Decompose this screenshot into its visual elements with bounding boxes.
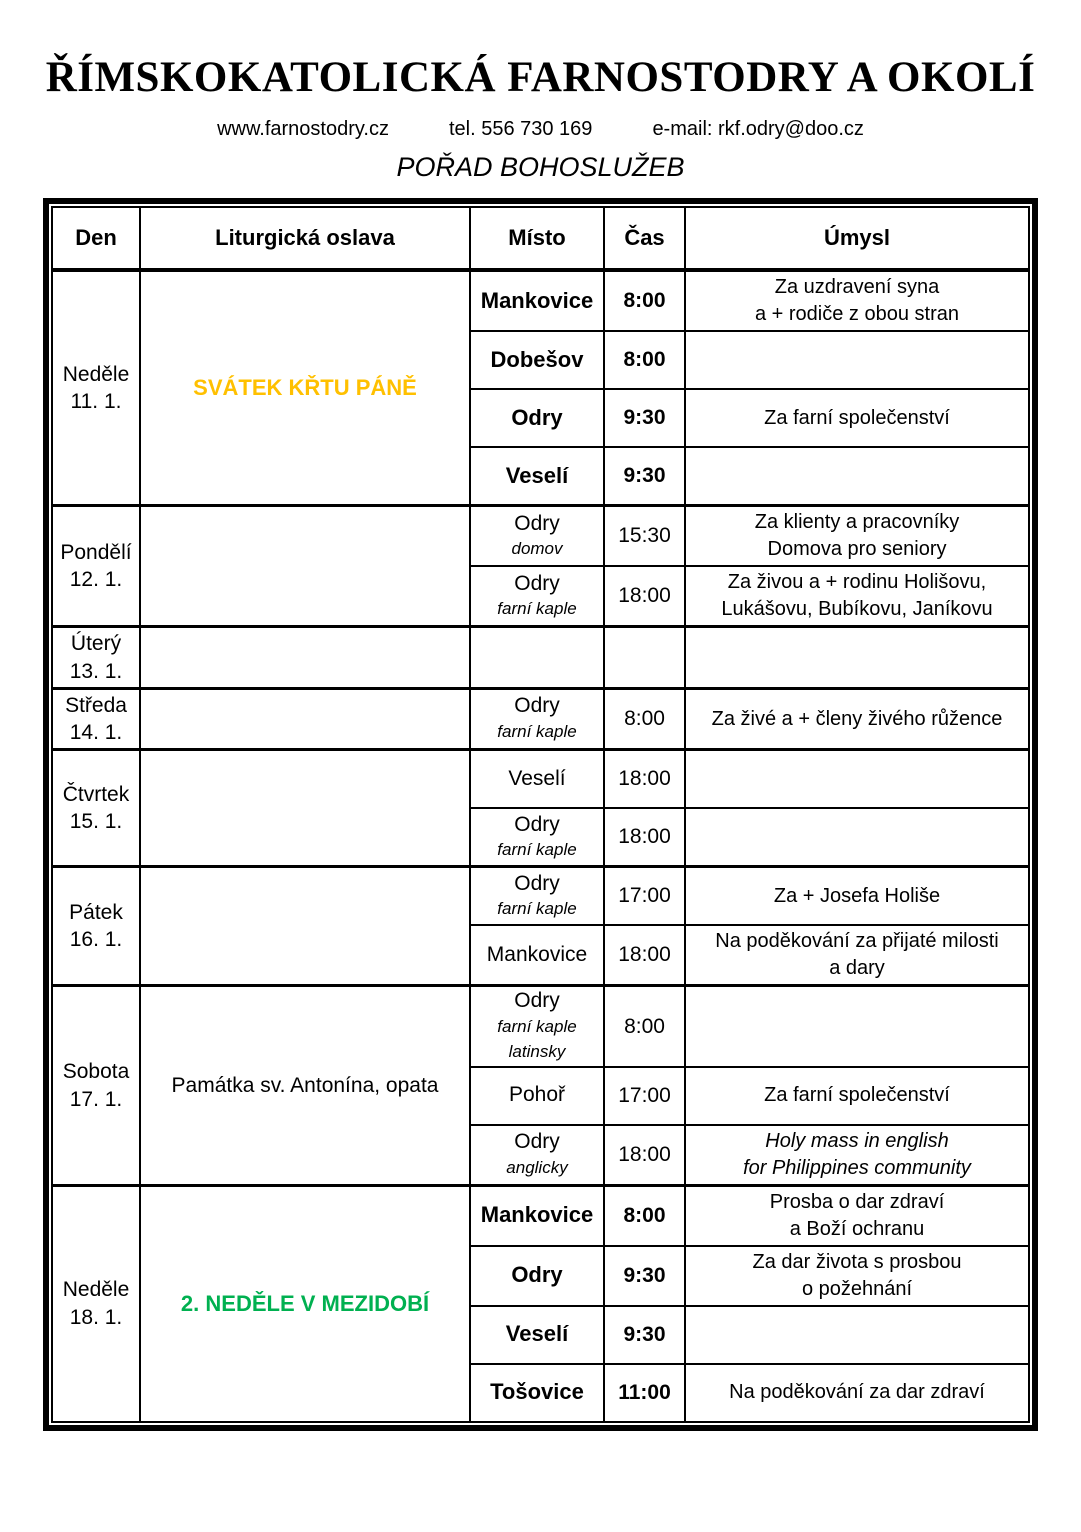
schedule-table-frame	[43, 198, 1038, 1430]
time-cell: 18:00	[604, 1125, 685, 1186]
schedule-row	[52, 750, 1029, 809]
intention-cell: Za farní společenství	[685, 389, 1029, 447]
place-name: Odry	[514, 1130, 560, 1154]
intention-cell: Za + Josefa Holiše	[685, 867, 1029, 926]
page-title: ŘÍMSKOKATOLICKÁ FARNOSTODRY A OKOLÍ	[45, 54, 1036, 101]
place-cell	[470, 506, 604, 567]
place-name: Mankovice	[480, 287, 594, 313]
place-cell	[470, 447, 604, 506]
schedule-row	[52, 1185, 1029, 1246]
time-cell: 8:00	[604, 270, 685, 331]
time-cell: 8:00	[604, 688, 685, 750]
day-cell: Neděle 11. 1.	[52, 270, 140, 506]
place-cell	[470, 1364, 604, 1422]
place-cell	[470, 1125, 604, 1186]
col-header-day: Den	[52, 207, 140, 270]
place-name: Odry	[514, 812, 560, 836]
place-cell	[470, 750, 604, 809]
schedule-row	[52, 506, 1029, 567]
intention-cell: Holy mass in english for Philippines community	[685, 1125, 1029, 1186]
place-name: Odry	[514, 571, 560, 595]
place-cell	[470, 867, 604, 926]
celebration-cell	[140, 688, 470, 750]
place-note: farní kaple	[497, 722, 577, 742]
schedule-row	[52, 986, 1029, 1067]
place-note: farní kaple	[497, 899, 577, 919]
place-note: farní kaple	[497, 840, 577, 860]
contact-line	[0, 118, 1081, 141]
day-cell: Úterý 13. 1.	[52, 627, 140, 689]
col-header-intention: Úmysl	[685, 207, 1029, 270]
place-name: Dobešov	[490, 346, 584, 372]
place-note: farní kaple	[497, 599, 577, 619]
email-text: e-mail: rkf.odry@doo.cz	[652, 118, 864, 141]
place-note: anglicky	[506, 1157, 568, 1177]
day-cell: Neděle 18. 1.	[52, 1185, 140, 1422]
schedule-row	[52, 688, 1029, 750]
intention-cell: Na poděkování za přijaté milosti a dary	[685, 925, 1029, 986]
celebration-cell	[140, 627, 470, 689]
intention-cell	[685, 808, 1029, 867]
day-cell: Pátek 16. 1.	[52, 867, 140, 986]
day-cell: Pondělí 12. 1.	[52, 506, 140, 627]
place-cell	[470, 1067, 604, 1125]
place-name: Odry	[514, 989, 560, 1013]
time-cell: 9:30	[604, 389, 685, 447]
time-cell: 9:30	[604, 447, 685, 506]
place-cell	[470, 925, 604, 986]
intention-cell: Za klienty a pracovníky Domova pro seniory	[685, 506, 1029, 567]
schedule-row	[52, 270, 1029, 331]
schedule-table	[51, 206, 1030, 1422]
place-name: Veselí	[505, 462, 569, 488]
intention-cell	[685, 447, 1029, 506]
table-header-row	[52, 207, 1029, 270]
place-cell	[470, 986, 604, 1067]
col-header-time: Čas	[604, 207, 685, 270]
place-name: Mankovice	[480, 1202, 594, 1228]
intention-cell: Za živé a + členy živého růžence	[685, 688, 1029, 750]
intention-cell	[685, 750, 1029, 809]
place-cell	[470, 566, 604, 627]
intention-cell	[685, 331, 1029, 389]
place-cell	[470, 627, 604, 689]
time-cell: 11:00	[604, 1364, 685, 1422]
place-cell	[470, 389, 604, 447]
time-cell: 8:00	[604, 331, 685, 389]
day-cell: Středa 14. 1.	[52, 688, 140, 750]
place-name: Tošovice	[490, 1379, 584, 1405]
intention-cell: Za živou a + rodinu Holišovu, Lukášovu, Bubíkovu, Janíkovu	[685, 566, 1029, 627]
schedule-row	[52, 867, 1029, 926]
place-cell	[470, 1246, 604, 1306]
place-cell	[470, 270, 604, 331]
col-header-place: Místo	[470, 207, 604, 270]
schedule-row	[52, 627, 1029, 689]
place-note: farní kaple	[497, 1017, 577, 1037]
place-note: latinsky	[508, 1042, 566, 1062]
intention-cell	[685, 1306, 1029, 1364]
intention-cell	[685, 986, 1029, 1067]
celebration-cell	[140, 867, 470, 986]
celebration-cell: 2. NEDĚLE V MEZIDOBÍ	[140, 1185, 470, 1422]
schedule-subtitle: POŘAD BOHOSLUŽEB	[396, 152, 685, 183]
time-cell: 9:30	[604, 1246, 685, 1306]
time-cell: 18:00	[604, 566, 685, 627]
time-cell: 8:00	[604, 986, 685, 1067]
day-cell: Sobota 17. 1.	[52, 986, 140, 1185]
place-name: Mankovice	[486, 943, 588, 967]
place-cell	[470, 1306, 604, 1364]
phone-text: tel. 556 730 169	[448, 118, 593, 141]
intention-cell: Za dar života s prosbou o požehnání	[685, 1246, 1029, 1306]
time-cell: 18:00	[604, 750, 685, 809]
place-name: Odry	[511, 1262, 563, 1288]
intention-cell	[685, 627, 1029, 689]
celebration-cell	[140, 506, 470, 627]
place-note: domov	[511, 539, 563, 559]
place-name: Odry	[514, 511, 560, 535]
time-cell: 17:00	[604, 867, 685, 926]
place-cell	[470, 688, 604, 750]
intention-cell: Prosba o dar zdraví a Boží ochranu	[685, 1185, 1029, 1246]
time-cell: 15:30	[604, 506, 685, 567]
time-cell	[604, 627, 685, 689]
place-name: Odry	[514, 694, 560, 718]
place-name: Veselí	[508, 767, 566, 791]
place-cell	[470, 1185, 604, 1246]
time-cell: 8:00	[604, 1185, 685, 1246]
celebration-cell: SVÁTEK KŘTU PÁNĚ	[140, 270, 470, 506]
intention-cell: Za farní společenství	[685, 1067, 1029, 1125]
intention-cell: Na poděkování za dar zdraví	[685, 1364, 1029, 1422]
website-text: www.farnostodry.cz	[217, 118, 389, 141]
time-cell: 18:00	[604, 925, 685, 986]
col-header-celebration: Liturgická oslava	[140, 207, 470, 270]
time-cell: 18:00	[604, 808, 685, 867]
place-name: Odry	[514, 871, 560, 895]
place-name: Veselí	[505, 1321, 569, 1347]
place-name: Odry	[511, 404, 563, 430]
celebration-cell	[140, 750, 470, 867]
place-cell	[470, 331, 604, 389]
place-name: Pohoř	[508, 1083, 566, 1107]
day-cell: Čtvrtek 15. 1.	[52, 750, 140, 867]
time-cell: 9:30	[604, 1306, 685, 1364]
intention-cell: Za uzdravení syna a + rodiče z obou stran	[685, 270, 1029, 331]
celebration-cell: Památka sv. Antonína, opata	[140, 986, 470, 1185]
time-cell: 17:00	[604, 1067, 685, 1125]
place-cell	[470, 808, 604, 867]
